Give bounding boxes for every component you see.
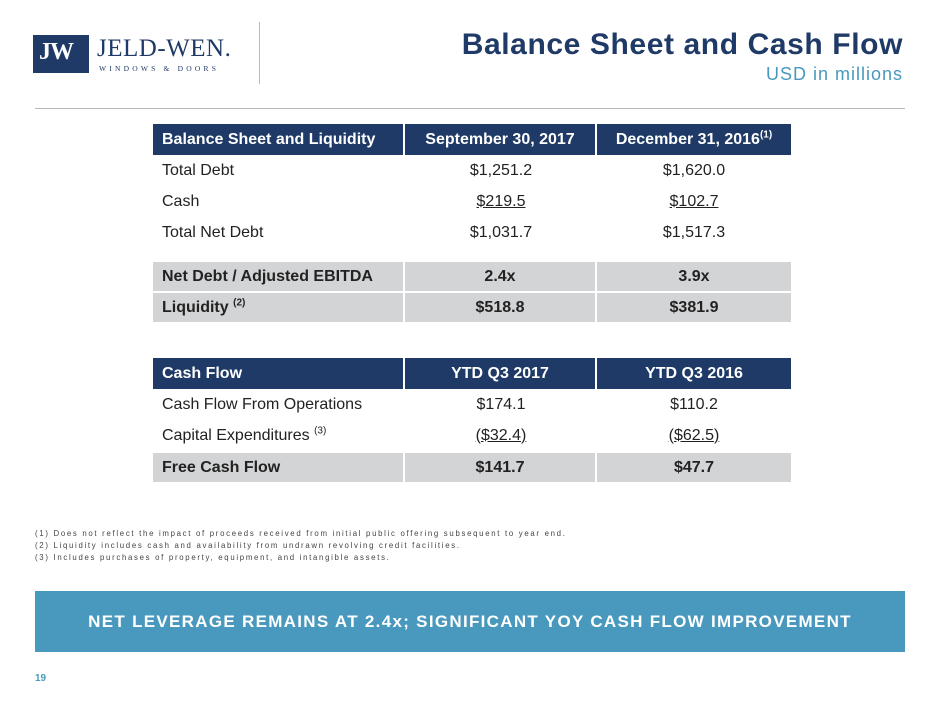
footnote-ref: (1) bbox=[759, 129, 773, 141]
row-label: Capital Expenditures $^{(3)}$ bbox=[162, 425, 327, 444]
summary-row bbox=[153, 291, 791, 322]
cell-value: ($32.4) bbox=[475, 426, 527, 444]
cell-value: $1,251.2 bbox=[469, 161, 533, 179]
cell-value: $1,517.3 bbox=[662, 223, 726, 241]
column-header: YTD Q3 2017 bbox=[405, 358, 597, 389]
table-row bbox=[153, 389, 791, 420]
cell-value: $141.7 bbox=[405, 451, 597, 482]
logo-tagline: WINDOWS & DOORS bbox=[99, 64, 220, 73]
company-logo bbox=[33, 33, 233, 75]
cell-value: 3.9x bbox=[597, 260, 791, 291]
page-title: Balance Sheet and Cash Flow bbox=[461, 28, 903, 61]
footnote: (2) Liquidity includes cash and availability from undrawn revolving credit facilities. bbox=[35, 541, 461, 550]
table-spacer bbox=[153, 248, 791, 260]
cell-value: $381.9 bbox=[597, 291, 791, 322]
table-row bbox=[153, 155, 791, 186]
balance-sheet-table bbox=[153, 124, 791, 322]
cell-value: $174.1 bbox=[476, 395, 526, 413]
row-label: Liquidity $^{(2)}$ bbox=[153, 291, 405, 322]
column-header: Cash Flow bbox=[153, 358, 405, 389]
cash-flow-table bbox=[153, 358, 791, 482]
footnotes bbox=[35, 528, 567, 564]
key-takeaway-banner: NET LEVERAGE REMAINS AT 2.4x; SIGNIFICANT YOY CASH FLOW IMPROVEMENT bbox=[35, 591, 905, 652]
cell-value: $518.8 bbox=[405, 291, 597, 322]
cell-value: $47.7 bbox=[597, 451, 791, 482]
cell-value: $219.5 bbox=[476, 192, 526, 210]
column-header: September 30, 2017 bbox=[405, 124, 597, 155]
footnote-ref: (3) bbox=[314, 425, 327, 437]
footnote: (3) Includes purchases of property, equipment, and intangible assets. bbox=[35, 553, 391, 562]
summary-row bbox=[153, 260, 791, 291]
logo-mark: JW bbox=[33, 35, 89, 73]
cell-value: 2.4x bbox=[405, 260, 597, 291]
cell-value: $1,031.7 bbox=[469, 223, 533, 241]
header-rule bbox=[35, 108, 905, 109]
page-number: 19 bbox=[35, 673, 47, 684]
row-label: Free Cash Flow bbox=[153, 451, 405, 482]
header-divider bbox=[259, 22, 260, 84]
row-label: Net Debt / Adjusted EBITDA bbox=[153, 260, 405, 291]
cell-value: $1,620.0 bbox=[662, 161, 726, 179]
footnote-ref: (2) bbox=[233, 297, 246, 309]
logo-wordmark: JELD-WEN. bbox=[97, 35, 232, 62]
table-row bbox=[153, 186, 791, 217]
column-header: Balance Sheet and Liquidity bbox=[153, 124, 405, 155]
cell-value: $110.2 bbox=[670, 395, 718, 413]
table-row bbox=[153, 217, 791, 248]
table-header-row bbox=[153, 124, 791, 155]
row-label: Total Net Debt bbox=[162, 223, 264, 241]
cell-value: $102.7 bbox=[669, 192, 719, 210]
row-label: Total Debt bbox=[162, 161, 235, 179]
row-label: Cash bbox=[162, 192, 200, 210]
table-header-row bbox=[153, 358, 791, 389]
table-row bbox=[153, 420, 791, 451]
row-label: Cash Flow From Operations bbox=[162, 395, 363, 413]
cell-value: ($62.5) bbox=[668, 426, 720, 444]
summary-row bbox=[153, 451, 791, 482]
page-subtitle: USD in millions bbox=[765, 64, 903, 84]
column-header: December 31, 2016$^{(1)}$ bbox=[597, 124, 791, 155]
column-header: YTD Q3 2016 bbox=[597, 358, 791, 389]
footnote: (1) Does not reflect the impact of proceeds received from initial public offering subsequent to year end. bbox=[35, 529, 567, 538]
